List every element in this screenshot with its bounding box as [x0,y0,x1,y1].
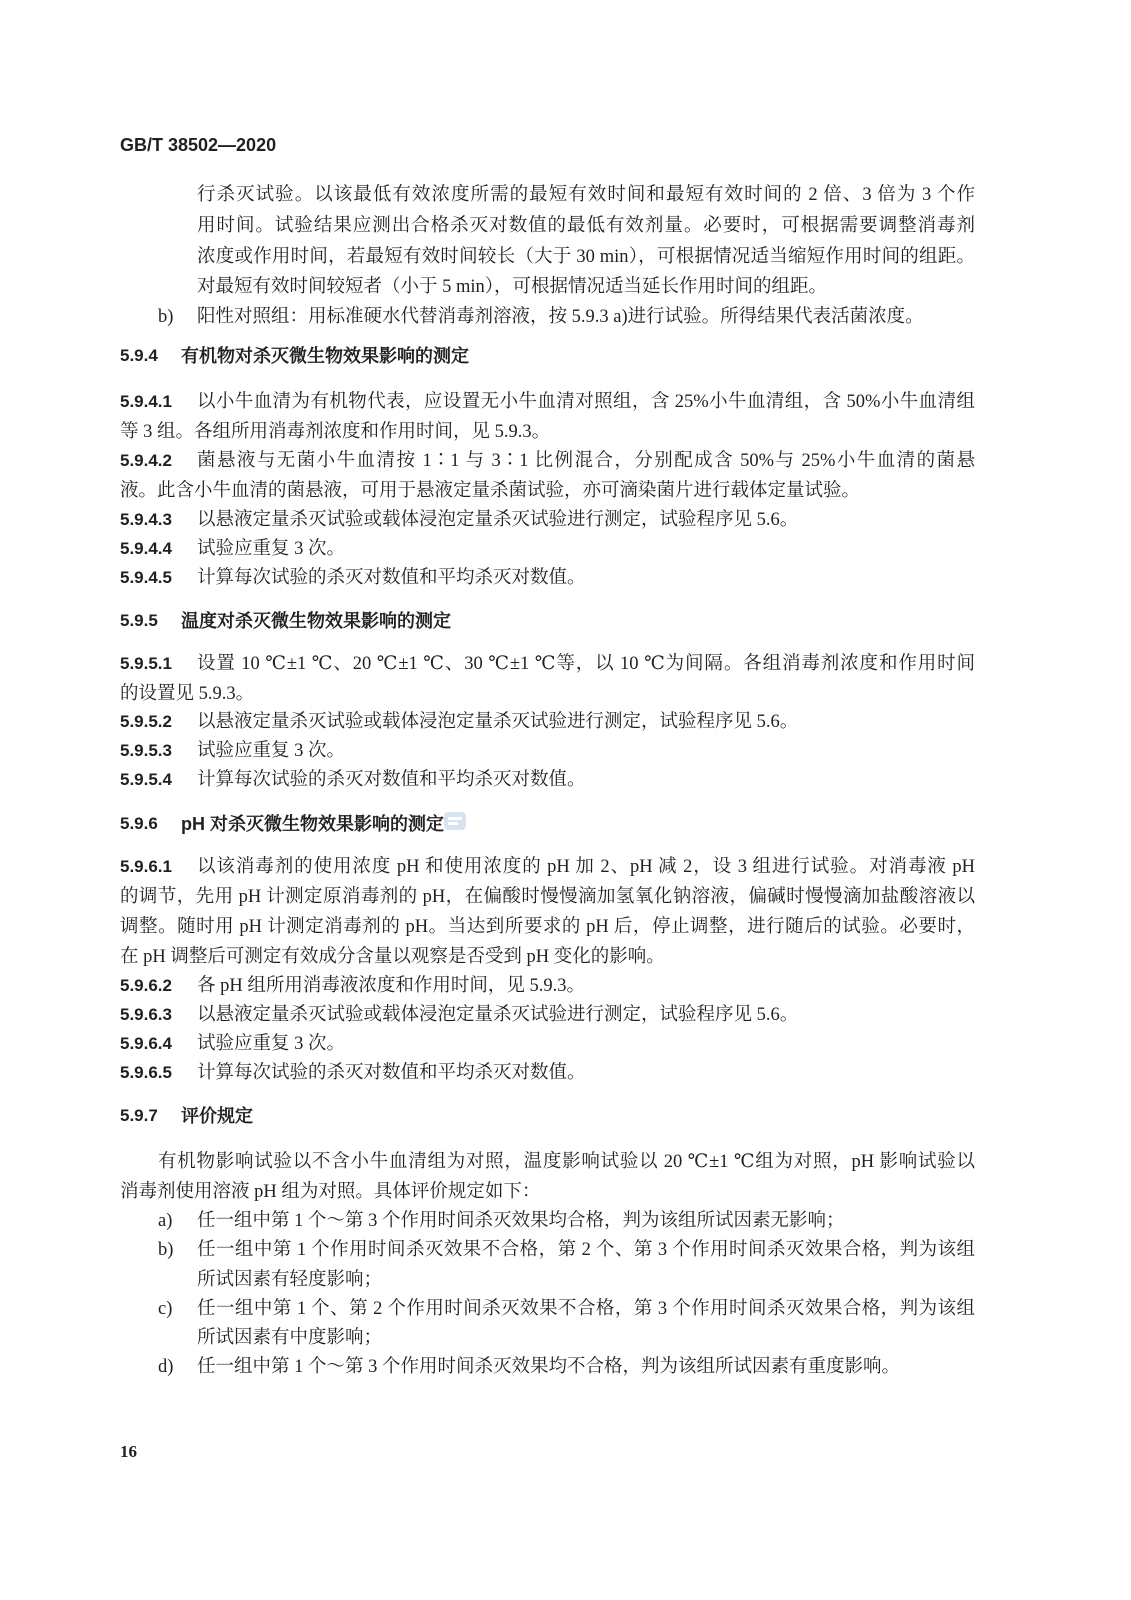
subclause-number: 5.9.6.1 [120,857,172,876]
clause-number: 5.9.7 [120,1106,158,1125]
paragraph-line: 试验应重复 3 次。 [197,1034,346,1054]
list-item-a-continuation-line: 浓度或作用时间，若最短有效时间较长（大于 30 min），可根据情况适当缩短作用时间的组距。 [197,247,975,267]
paragraph-line: 各 pH 组所用消毒液浓度和作用时间，见 5.9.3。 [197,976,585,996]
clause-number: 5.9.5 [120,611,158,630]
list-item-a-continuation-line: 用时间。试验结果应测出合格杀灭对数值的最低有效剂量。必要时，可根据需要调整消毒剂 [197,216,975,236]
watermark-logo [443,810,467,832]
list-item-label: d) [158,1357,174,1377]
paragraph-line: 设置 10 ℃±1 ℃、20 ℃±1 ℃、30 ℃±1 ℃等，以 10 ℃为间隔。各组消毒剂浓度和作用时间 [197,654,975,674]
subclause-number: 5.9.5.1 [120,654,172,673]
paragraph-line: 等 3 组。各组所用消毒剂浓度和作用时间，见 5.9.3。 [120,422,551,442]
paragraph-line: 试验应重复 3 次。 [197,539,346,559]
list-item-text: 任一组中第 1 个～第 3 个作用时间杀灭效果均合格，判为该组所试因素无影响； [197,1211,845,1231]
list-item-label: b) [158,1240,174,1260]
clause-title: 评价规定 [181,1106,253,1126]
paragraph-line: 在 pH 调整后可测定有效成分含量以观察是否受到 pH 变化的影响。 [120,947,665,967]
paragraph-line: 以悬液定量杀灭试验或载体浸泡定量杀灭试验进行测定，试验程序见 5.6。 [197,510,799,530]
subclause-number: 5.9.6.2 [120,976,172,995]
paragraph-line: 的设置见 5.9.3。 [120,684,255,704]
clause-title: 有机物对杀灭微生物效果影响的测定 [181,346,469,366]
list-item-a-continuation-line: 对最短有效时间较短者（小于 5 min），可根据情况适当延长作用时间的组距。 [197,277,828,297]
paragraph-line: 液。此含小牛血清的菌悬液，可用于悬液定量杀菌试验，亦可滴染菌片进行载体定量试验。 [120,481,861,501]
paragraph-line: 菌悬液与无菌小牛血清按 1∶1 与 3∶1 比例混合，分别配成含 50%与 25%小牛血清的菌悬 [197,451,975,471]
list-item-label: a) [158,1211,173,1231]
list-item-label: b) [158,307,174,327]
standard-number: GB/T 38502—2020 [120,135,277,155]
subclause-number: 5.9.5.2 [120,712,172,731]
subclause-number: 5.9.4.5 [120,568,172,587]
subclause-number: 5.9.4.4 [120,539,172,558]
clause-title: pH 对杀灭微生物效果影响的测定 [181,814,444,834]
paragraph-line: 计算每次试验的杀灭对数值和平均杀灭对数值。 [197,770,586,790]
paragraph-line: 消毒剂使用溶液 pH 组为对照。具体评价规定如下： [120,1182,541,1202]
list-item-text: 任一组中第 1 个作用时间杀灭效果不合格，第 2 个、第 3 个作用时间杀灭效果合格，判为该组 [197,1240,975,1260]
list-item-label: c) [158,1299,173,1319]
subclause-number: 5.9.4.2 [120,451,172,470]
subclause-number: 5.9.6.4 [120,1034,172,1053]
paragraph-line: 试验应重复 3 次。 [197,741,346,761]
subclause-number: 5.9.6.5 [120,1063,172,1082]
list-item-text: 任一组中第 1 个、第 2 个作用时间杀灭效果不合格，第 3 个作用时间杀灭效果合格，判为该组 [197,1299,975,1319]
list-item-text: 任一组中第 1 个～第 3 个作用时间杀灭效果均不合格，判为该组所试因素有重度影响。 [197,1357,901,1377]
clause-number: 5.9.6 [120,814,158,833]
clause-title: 温度对杀灭微生物效果影响的测定 [181,611,451,631]
paragraph-line: 以该消毒剂的使用浓度 pH 和使用浓度的 pH 加 2、pH 减 2，设 3 组进行试验。对消毒液 pH [197,857,975,877]
paragraph-line: 以悬液定量杀灭试验或载体浸泡定量杀灭试验进行测定，试验程序见 5.6。 [197,1005,799,1025]
paragraph-line: 以悬液定量杀灭试验或载体浸泡定量杀灭试验进行测定，试验程序见 5.6。 [197,712,799,732]
paragraph-line: 以小牛血清为有机物代表，应设置无小牛血清对照组，含 25%小牛血清组，含 50%小牛血清组 [197,392,975,412]
list-item-a-continuation-line: 行杀灭试验。以该最低有效浓度所需的最短有效时间和最短有效时间的 2 倍、3 倍为 3 个作 [197,185,975,205]
subclause-number: 5.9.6.3 [120,1005,172,1024]
list-item-text: 所试因素有中度影响； [197,1328,383,1348]
paragraph-line: 计算每次试验的杀灭对数值和平均杀灭对数值。 [197,1063,586,1083]
page-number: 16 [120,1442,137,1461]
list-item-text: 所试因素有轻度影响； [197,1270,383,1290]
paragraph-line: 计算每次试验的杀灭对数值和平均杀灭对数值。 [197,568,586,588]
paragraph-line: 的调节，先用 pH 计测定原消毒剂的 pH，在偏酸时慢慢滴加氢氧化钠溶液，偏碱时慢慢滴加盐酸溶液以 [120,887,975,907]
subclause-number: 5.9.4.3 [120,510,172,529]
paragraph-line: 有机物影响试验以不含小牛血清组为对照，温度影响试验以 20 ℃±1 ℃组为对照，pH 影响试验以 [158,1152,975,1172]
subclause-number: 5.9.5.4 [120,770,172,789]
subclause-number: 5.9.5.3 [120,741,172,760]
list-item-text: 阳性对照组：用标准硬水代替消毒剂溶液，按 5.9.3 a)进行试验。所得结果代表活菌浓度。 [197,307,924,327]
subclause-number: 5.9.4.1 [120,392,172,411]
paragraph-line: 调整。随时用 pH 计测定消毒剂的 pH。当达到所要求的 pH 后，停止调整，进行随后的试验。必要时， [120,917,975,937]
clause-number: 5.9.4 [120,346,158,365]
